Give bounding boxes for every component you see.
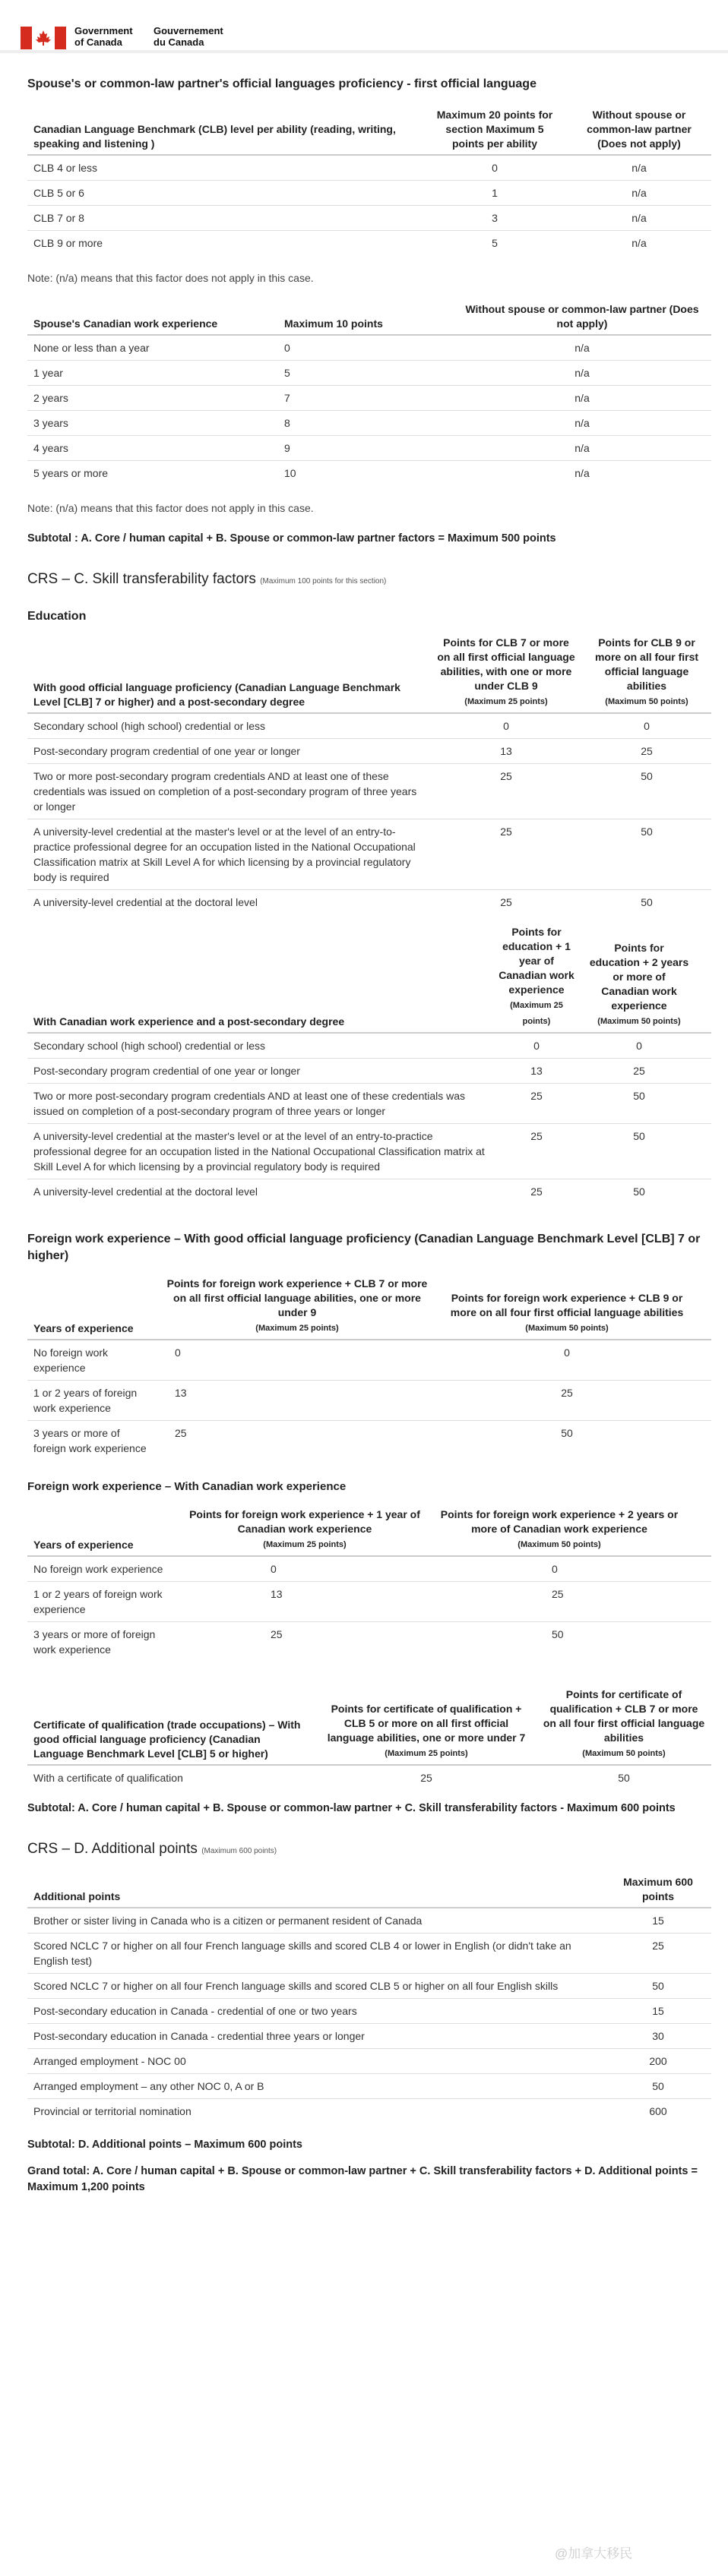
cell-value: 50 <box>582 1179 696 1204</box>
cell-value: 25 <box>430 1582 688 1622</box>
cell-value: n/a <box>453 436 711 461</box>
cell-value: 0 <box>491 1033 582 1059</box>
cell-label: No foreign work experience <box>27 1340 157 1381</box>
cell-value: 50 <box>430 1622 688 1662</box>
cell-value: 0 <box>423 155 567 181</box>
table-row <box>27 1908 711 1934</box>
table-row <box>27 1421 711 1461</box>
foreign-language-table <box>27 1274 711 1460</box>
cell-value: 9 <box>278 436 453 461</box>
cell-label: A university-level credential at the master's level or at the level of an entry-to-practice professional degree for an occupation listed in the National Occupational Classification matrix at Skill Level A for which licensing by a provincial regulatory body is required <box>27 1124 491 1179</box>
cell-value: n/a <box>567 155 711 181</box>
col-header: Maximum 600 points <box>605 1872 711 1908</box>
cell-value: 13 <box>491 1059 582 1084</box>
crs-c-title: CRS – C. Skill transferability factors (Maximum 100 points for this section) <box>27 571 387 587</box>
foreign-canadian-table <box>27 1504 711 1662</box>
table-row <box>27 361 711 386</box>
col-header: Years of experience <box>27 1274 157 1340</box>
table-row <box>27 155 711 181</box>
table-row <box>27 2074 711 2099</box>
cell-value: 25 <box>430 764 582 819</box>
cell-label: 1 year <box>27 361 278 386</box>
table-row <box>27 1556 711 1582</box>
cell-value: 1 <box>423 181 567 206</box>
table-row <box>27 739 711 764</box>
table-row <box>27 1765 711 1790</box>
cell-value: n/a <box>453 461 711 486</box>
col-header: Points for education + 1 year of Canadian work experience (Maximum 25 points) <box>491 922 582 1033</box>
cell-value: 0 <box>582 1033 696 1059</box>
table-row <box>27 713 711 739</box>
col-header: Years of experience <box>27 1504 179 1556</box>
cell-label: A university-level credential at the master's level or at the level of an entry-to-practice professional degree for an occupation listed in the National Occupational Classification matrix at Skill Level A for which licensing by a provincial regulatory body is required <box>27 819 430 890</box>
cell-label: CLB 9 or more <box>27 231 423 256</box>
cell-value: n/a <box>567 181 711 206</box>
col-header: Maximum 20 points for section Maximum 5 points per ability <box>423 105 567 155</box>
cell-label: CLB 5 or 6 <box>27 181 423 206</box>
col-header: Points for education + 2 years or more of Canadian work experience (Maximum 50 points) <box>582 922 696 1033</box>
col-header: Without spouse or common-law partner (Does not apply) <box>567 105 711 155</box>
cell-value: n/a <box>567 206 711 231</box>
table-row <box>27 436 711 461</box>
cell-label: CLB 7 or 8 <box>27 206 423 231</box>
gov-signature-en[interactable]: Government of Canada <box>74 25 133 48</box>
col-header: Points for CLB 9 or more on all four first official language abilities (Maximum 50 points) <box>582 633 711 713</box>
cell-label: 2 years <box>27 386 278 411</box>
cell-label: CLB 4 or less <box>27 155 423 181</box>
cell-value: 0 <box>438 1340 696 1381</box>
spouse-work-table <box>27 299 711 485</box>
main-content <box>27 76 711 2196</box>
cell-value: 25 <box>316 1765 537 1790</box>
cell-value: 25 <box>157 1421 438 1461</box>
spouse-language-table <box>27 105 711 255</box>
cell-value: 13 <box>430 739 582 764</box>
cell-value: n/a <box>453 386 711 411</box>
col-header: Additional points <box>27 1872 605 1908</box>
cell-value: 0 <box>430 1556 688 1582</box>
gov-header <box>0 0 728 53</box>
cell-label: 5 years or more <box>27 461 278 486</box>
cell-label: Two or more post-secondary program credentials AND at least one of these credentials was issued on completion of a post-secondary program of three years or longer <box>27 764 430 819</box>
cell-value: 0 <box>179 1556 430 1582</box>
cell-value: 50 <box>582 1084 696 1124</box>
canada-flag-icon[interactable] <box>21 27 66 49</box>
cell-label: No foreign work experience <box>27 1556 179 1582</box>
cell-value: 25 <box>582 1059 696 1084</box>
cell-label: Arranged employment - NOC 00 <box>27 2049 605 2074</box>
watermark: @加拿大移民 <box>555 2546 633 2561</box>
table-row <box>27 764 711 819</box>
cell-value: 50 <box>582 764 711 819</box>
education-title: Education <box>27 610 87 623</box>
col-header: Points for certificate of qualification + CLB 5 or more on all first official language abilities, one or more under 7 (Maximum 25 points) <box>316 1684 537 1765</box>
cell-value: 25 <box>491 1084 582 1124</box>
cell-value: 8 <box>278 411 453 436</box>
note: Note: (n/a) means that this factor does not apply in this case. <box>27 502 314 514</box>
note: Note: (n/a) means that this factor does not apply in this case. <box>27 272 314 284</box>
table-row <box>27 335 711 361</box>
cell-value: 13 <box>157 1381 438 1421</box>
cell-value: 0 <box>157 1340 438 1381</box>
table-row <box>27 1124 711 1179</box>
table-row <box>27 1381 711 1421</box>
cell-value: 10 <box>278 461 453 486</box>
table-row <box>27 1622 711 1662</box>
table-row <box>27 1582 711 1622</box>
cell-value: 25 <box>438 1381 696 1421</box>
table-row <box>27 2099 711 2124</box>
foreign-language-title: Foreign work experience – With good official language proficiency (Canadian Language Benchmark Level [CLB] 7 or higher) <box>27 1233 701 1262</box>
table-row <box>27 2024 711 2049</box>
cell-label: Post-secondary program credential of one year or longer <box>27 1059 491 1084</box>
table-row <box>27 1059 711 1084</box>
table-row <box>27 206 711 231</box>
subtotal-d: Subtotal: D. Additional points – Maximum 600 points <box>27 2139 302 2151</box>
col-header: Points for foreign work experience + CLB 7 or more on all first official language abilities, one or more under 9 (Maximum 25 points) <box>157 1274 438 1340</box>
cell-value: 0 <box>430 713 582 739</box>
education-work-table <box>27 922 711 1204</box>
grand-total: Grand total: A. Core / human capital + B. Spouse or common-law partner + C. Skill transferability factors + D. Additional points = Maximum 1,200 points <box>27 2165 698 2193</box>
additional-points-table <box>27 1872 711 2123</box>
col-header: Points for CLB 7 or more on all first official language abilities, with one or more under CLB 9 (Maximum 25 points) <box>430 633 582 713</box>
table-row <box>27 1033 711 1059</box>
cell-value: 15 <box>605 1908 711 1934</box>
cell-value: 15 <box>605 1999 711 2024</box>
table-row <box>27 890 711 915</box>
cell-value: 3 <box>423 206 567 231</box>
cell-value: 25 <box>605 1934 711 1974</box>
gov-signature-fr[interactable]: Gouvernement du Canada <box>154 25 223 48</box>
col-header: Points for certificate of qualification + CLB 7 or more on all four first official language abilities (Maximum 50 points) <box>537 1684 711 1765</box>
spouse-language-title: Spouse's or common-law partner's official languages proficiency - first official language <box>27 77 537 90</box>
cell-value: 13 <box>179 1582 430 1622</box>
cell-value: 50 <box>605 2074 711 2099</box>
cell-value: 25 <box>430 819 582 890</box>
cell-value: n/a <box>567 231 711 256</box>
cell-value: 50 <box>582 890 711 915</box>
col-header: With Canadian work experience and a post-secondary degree <box>27 922 491 1033</box>
cell-value: 600 <box>605 2099 711 2124</box>
cell-label: Scored NCLC 7 or higher on all four French language skills and scored CLB 4 or lower in English (or didn't take an English test) <box>27 1934 605 1974</box>
cell-label: Post-secondary program credential of one year or longer <box>27 739 430 764</box>
cell-label: A university-level credential at the doctoral level <box>27 890 430 915</box>
cell-value: 5 <box>278 361 453 386</box>
table-row <box>27 1999 711 2024</box>
cell-value: 30 <box>605 2024 711 2049</box>
cell-value: n/a <box>453 335 711 361</box>
cell-label: 3 years <box>27 411 278 436</box>
table-row <box>27 1340 711 1381</box>
cell-value: 50 <box>438 1421 696 1461</box>
table-row <box>27 411 711 436</box>
cell-value: 25 <box>179 1622 430 1662</box>
cell-value: 7 <box>278 386 453 411</box>
cell-label: None or less than a year <box>27 335 278 361</box>
table-row <box>27 231 711 256</box>
cell-label: 3 years or more of foreign work experience <box>27 1421 157 1461</box>
subtotal-abc: Subtotal: A. Core / human capital + B. Spouse or common-law partner + C. Skill transferability factors - Maximum 600 points <box>27 1802 676 1814</box>
cell-label: Scored NCLC 7 or higher on all four French language skills and scored CLB 5 or higher on all four English skills <box>27 1974 605 1999</box>
table-row <box>27 1934 711 1974</box>
cell-value: n/a <box>453 411 711 436</box>
cell-value: 50 <box>605 1974 711 1999</box>
cell-label: Two or more post-secondary program credentials AND at least one of these credentials was issued on completion of a post-secondary program of three years or longer <box>27 1084 491 1124</box>
cell-label: Arranged employment – any other NOC 0, A or B <box>27 2074 605 2099</box>
cell-value: 25 <box>430 890 582 915</box>
table-row <box>27 461 711 486</box>
cell-value: 50 <box>582 819 711 890</box>
col-header: Points for foreign work experience + CLB 9 or more on all four first official language abilities (Maximum 50 points) <box>438 1274 696 1340</box>
cell-value: 0 <box>278 335 453 361</box>
col-header: Canadian Language Benchmark (CLB) level per ability (reading, writing, speaking and listening ) <box>27 105 423 155</box>
table-row <box>27 386 711 411</box>
cell-value: 25 <box>491 1124 582 1179</box>
cell-value: 25 <box>491 1179 582 1204</box>
cell-label: Post-secondary education in Canada - credential of one or two years <box>27 1999 605 2024</box>
col-header: Without spouse or common-law partner (Does not apply) <box>453 299 711 335</box>
cell-label: 3 years or more of foreign work experience <box>27 1622 179 1662</box>
table-row <box>27 2049 711 2074</box>
cell-label: Secondary school (high school) credential or less <box>27 1033 491 1059</box>
cell-value: n/a <box>453 361 711 386</box>
cell-label: With a certificate of qualification <box>27 1765 316 1790</box>
col-header: Maximum 10 points <box>278 299 453 335</box>
col-header: Points for foreign work experience + 2 years or more of Canadian work experience (Maximum 50 points) <box>430 1504 688 1556</box>
foreign-canadian-title: Foreign work experience – With Canadian work experience <box>27 1480 347 1493</box>
cell-label: 1 or 2 years of foreign work experience <box>27 1582 179 1622</box>
table-row <box>27 819 711 890</box>
cell-value: 25 <box>582 739 711 764</box>
cell-value: 50 <box>537 1765 711 1790</box>
col-header: Points for foreign work experience + 1 year of Canadian work experience (Maximum 25 points) <box>179 1504 430 1556</box>
table-row <box>27 1179 711 1204</box>
cell-label: Brother or sister living in Canada who is a citizen or permanent resident of Canada <box>27 1908 605 1934</box>
certificate-table <box>27 1684 711 1790</box>
cell-label: Provincial or territorial nomination <box>27 2099 605 2124</box>
education-language-table <box>27 633 711 914</box>
cell-value: 5 <box>423 231 567 256</box>
col-header: With good official language proficiency (Canadian Language Benchmark Level [CLB] 7 or higher) and a post-secondary degree <box>27 633 430 713</box>
cell-value: 200 <box>605 2049 711 2074</box>
cell-label: 4 years <box>27 436 278 461</box>
cell-label: Post-secondary education in Canada - credential three years or longer <box>27 2024 605 2049</box>
table-row <box>27 181 711 206</box>
cell-value: 0 <box>582 713 711 739</box>
table-row <box>27 1084 711 1124</box>
table-row <box>27 1974 711 1999</box>
cell-value: 50 <box>582 1124 696 1179</box>
cell-label: Secondary school (high school) credential or less <box>27 713 430 739</box>
cell-label: A university-level credential at the doctoral level <box>27 1179 491 1204</box>
col-header: Certificate of qualification (trade occupations) – With good official language proficiency (Canadian Language Benchmark Level [CLB] 5 or higher) <box>27 1684 316 1765</box>
crs-d-title: CRS – D. Additional points (Maximum 600 points) <box>27 1841 277 1857</box>
cell-label: 1 or 2 years of foreign work experience <box>27 1381 157 1421</box>
col-header: Spouse's Canadian work experience <box>27 299 278 335</box>
subtotal-ab: Subtotal : A. Core / human capital + B. Spouse or common-law partner factors = Maximum 500 points <box>27 532 556 545</box>
